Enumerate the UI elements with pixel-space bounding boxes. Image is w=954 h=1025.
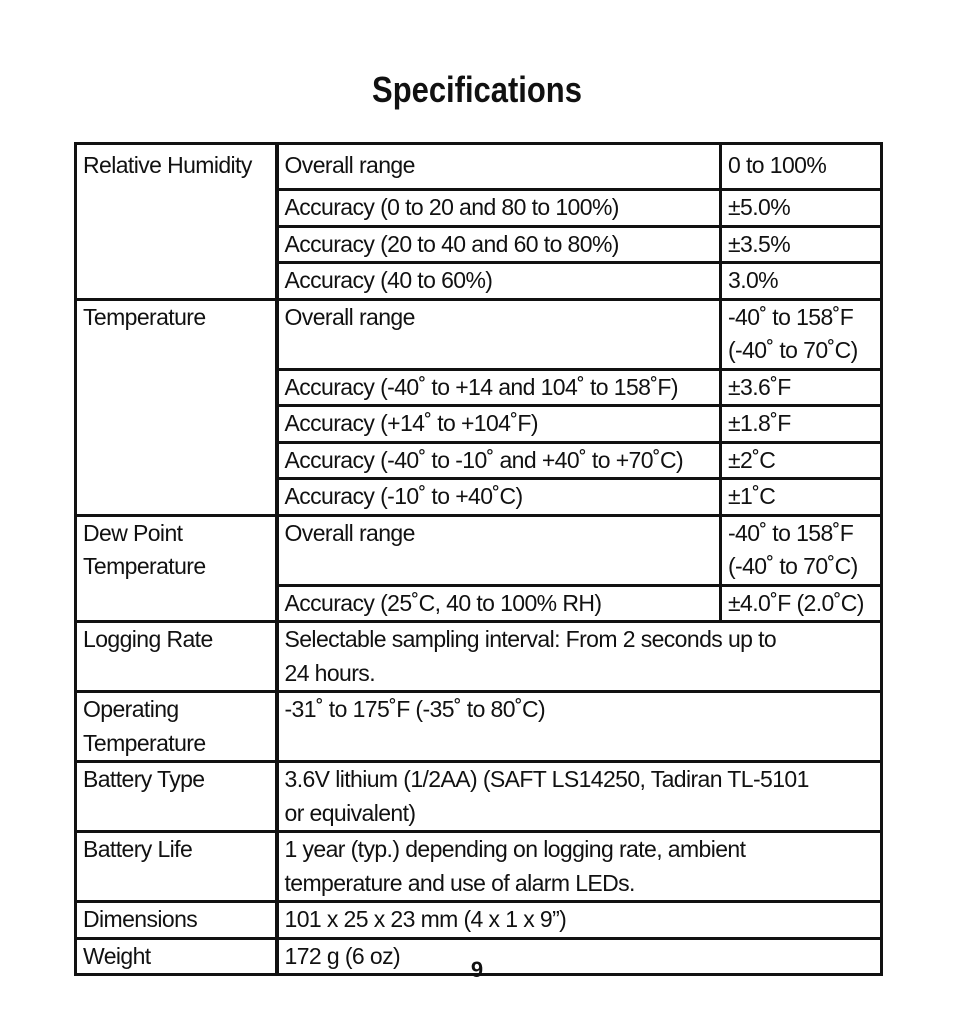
table-row: [76, 144, 882, 190]
category-logging-rate: Logging Rate: [76, 622, 277, 692]
value-line: Selectable sampling interval: From 2 seconds up to: [284, 626, 777, 652]
spec-value: 172 g (6 oz): [284, 942, 401, 969]
value-cell: ±1.8˚F: [721, 406, 882, 443]
table-row: [76, 515, 882, 585]
page-title: Specifications: [372, 69, 582, 110]
category-label: Dew Point: [83, 519, 183, 546]
category-temperature: [76, 299, 277, 515]
spec-value: [277, 762, 882, 832]
category-label: Temperature: [83, 553, 206, 579]
param-cell: Accuracy (40 to 60%): [277, 263, 721, 300]
value-cell: ±4.0˚F (2.0˚C): [721, 585, 882, 622]
spec-value: [277, 622, 882, 692]
param-cell: Accuracy (20 to 40 and 60 to 80%): [277, 226, 721, 263]
value-line: 1 year (typ.) depending on logging rate, ambient: [284, 836, 746, 862]
param-cell: Overall range: [277, 144, 721, 190]
category-weight: Weight: [76, 938, 277, 975]
value-cell: [721, 515, 882, 585]
value-line: -40˚ to 158˚F: [728, 303, 854, 330]
value-line: or equivalent): [284, 799, 416, 826]
table-row: [76, 622, 882, 692]
value-cell: ±1˚C: [721, 479, 882, 516]
param-cell: Accuracy (-40˚ to +14 and 104˚ to 158˚F): [277, 369, 721, 406]
category-operating-temperature: [76, 692, 277, 762]
spec-value: -31˚ to 175˚F (-35˚ to 80˚C): [277, 692, 882, 762]
table-row: [76, 832, 882, 902]
category-relative-humidity: [76, 144, 277, 300]
value-cell: ±5.0%: [721, 190, 882, 227]
param-cell: Accuracy (0 to 20 and 80 to 100%): [277, 190, 721, 227]
param-cell: Overall range: [277, 299, 721, 369]
param-cell: Accuracy (-40˚ to -10˚ and +40˚ to +70˚C): [277, 442, 721, 479]
table-row: [76, 299, 882, 369]
value-cell: ±3.6˚F: [721, 369, 882, 406]
value-cell: 0 to 100%: [721, 144, 882, 190]
table-row: [76, 902, 882, 939]
category-dew-point-temperature: [76, 515, 277, 622]
value-line: (-40˚ to 70˚C): [728, 337, 858, 363]
value-line: 24 hours.: [284, 659, 375, 686]
spec-value: 101 x 25 x 23 mm (4 x 1 x 9”): [277, 902, 882, 939]
param-cell: Accuracy (-10˚ to +40˚C): [277, 479, 721, 516]
table-row: [76, 762, 882, 832]
value-line: temperature and use of alarm LEDs.: [284, 869, 635, 896]
category-label: Relative Humidity: [83, 152, 252, 178]
value-cell: ±3.5%: [721, 226, 882, 263]
spec-value: [277, 832, 882, 902]
value-line: (-40˚ to 70˚C): [728, 553, 858, 579]
category-label: Temperature: [83, 303, 206, 330]
specifications-table: [74, 142, 883, 976]
param-cell: Overall range: [277, 515, 721, 585]
param-cell: Accuracy (+14˚ to +104˚F): [277, 406, 721, 443]
value-line: -40˚ to 158˚F: [728, 519, 854, 546]
param-cell: Accuracy (25˚C, 40 to 100% RH): [277, 585, 721, 622]
category-label: Operating: [83, 696, 179, 722]
page-number: 9: [470, 957, 484, 982]
category-dimensions: Dimensions: [76, 902, 277, 939]
category-label: Temperature: [83, 729, 206, 756]
category-battery-life: Battery Life: [76, 832, 277, 902]
category-battery-type: Battery Type: [76, 762, 277, 832]
table-row: [76, 692, 882, 762]
value-cell: 3.0%: [721, 263, 882, 300]
value-cell: ±2˚C: [721, 442, 882, 479]
value-cell: [721, 299, 882, 369]
value-line: 3.6V lithium (1/2AA) (SAFT LS14250, Tadiran TL-5101: [284, 766, 809, 792]
